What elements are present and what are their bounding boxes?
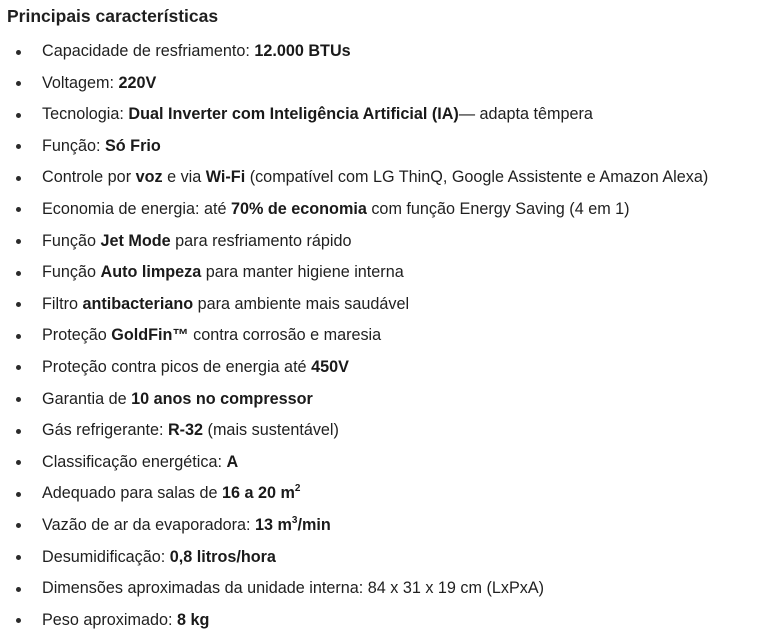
item-bold-text: Jet Mode: [100, 231, 171, 250]
list-item: [0, 289, 782, 321]
item-bold-text: 10 anos no compressor: [131, 389, 313, 408]
item-text-after: para manter higiene interna: [201, 263, 404, 282]
item-bold-text: voz: [135, 168, 163, 187]
list-item: [0, 573, 782, 605]
list-item: [0, 162, 782, 194]
list-item: [0, 68, 782, 100]
item-bold-text: 220V: [118, 73, 157, 92]
item-bold-text: 0,8 litros/hora: [169, 547, 276, 566]
bullet-icon: [16, 334, 21, 339]
bullet-icon: [16, 302, 21, 307]
bullet-icon: [16, 460, 21, 465]
item-text: Garantia de: [42, 389, 132, 408]
bullet-icon: [16, 271, 21, 276]
list-item: [0, 447, 782, 479]
item-text-after: com função Energy Saving (4 em 1): [366, 199, 630, 218]
list-item: [0, 384, 782, 416]
item-bold-text: A: [226, 452, 239, 471]
bullet-icon: [16, 81, 21, 86]
item-bold-text-2: Wi-Fi: [205, 168, 246, 187]
item-text: Proteção contra picos de energia até: [42, 357, 312, 376]
bullet-icon: [16, 523, 21, 528]
item-bold-text: R-32: [167, 421, 204, 440]
list-item: [0, 226, 782, 258]
list-item: [0, 99, 782, 131]
bullet-icon: [16, 492, 21, 497]
item-bold-text: 12.000 BTUs: [254, 42, 351, 60]
list-item: [0, 320, 782, 352]
bullet-icon: [16, 176, 21, 181]
list-item: [0, 131, 782, 163]
item-text: Classificação energética:: [42, 452, 227, 471]
item-bold-text: Dual Inverter com Inteligência Artificial (IA): [128, 105, 459, 124]
list-item: [0, 605, 782, 637]
item-bold-text: [222, 484, 300, 502]
bullet-icon: [16, 50, 21, 55]
bullet-icon: [16, 618, 21, 623]
item-text-after: (compatível com LG ThinQ, Google Assistente e Amazon Alexa): [245, 168, 709, 187]
item-text: Filtro: [42, 294, 83, 313]
item-text: Vazão de ar da evaporadora:: [42, 515, 255, 534]
item-text: Função: [42, 263, 101, 282]
item-text: Proteção: [42, 326, 112, 345]
item-text: Controle por: [42, 168, 136, 187]
item-text-after: para ambiente mais saudável: [193, 294, 410, 313]
list-item: [0, 478, 782, 510]
item-bold-unit: /min: [297, 515, 331, 534]
item-text: Gás refrigerante:: [42, 421, 168, 440]
bullet-icon: [16, 555, 21, 560]
item-text: Dimensões aproximadas da unidade interna: 84 x 31 x 19 cm (LxPxA): [42, 579, 545, 598]
list-item: [0, 352, 782, 384]
item-text: Tecnologia:: [42, 105, 129, 124]
item-text: Função: [42, 231, 101, 250]
item-text: Função:: [42, 136, 105, 155]
item-text-after: — adapta têmpera: [458, 105, 593, 124]
item-bold-value: 16 a 20 m: [222, 484, 295, 503]
item-text: Adequado para salas de: [42, 484, 222, 503]
list-item: [0, 510, 782, 542]
bullet-icon: [16, 239, 21, 244]
item-text: Capacidade de resfriamento:: [42, 42, 255, 60]
bullet-icon: [16, 144, 21, 149]
superscript: 2: [294, 482, 301, 494]
item-text: Peso aproximado:: [42, 610, 177, 629]
list-item: [0, 194, 782, 226]
bullet-icon: [16, 113, 21, 118]
bullet-icon: [16, 587, 21, 592]
feature-list: [0, 36, 782, 636]
list-item: [0, 36, 782, 68]
item-bold-text: 8 kg: [176, 610, 210, 629]
bullet-icon: [16, 365, 21, 370]
bullet-icon: [16, 397, 21, 402]
item-text-mid: e via: [162, 168, 206, 187]
item-bold-text: GoldFin™: [111, 326, 189, 345]
item-text: Desumidificação:: [42, 547, 170, 566]
item-bold-text: [255, 516, 331, 534]
list-item: [0, 257, 782, 289]
bullet-icon: [16, 207, 21, 212]
item-text: Economia de energia: até: [42, 199, 231, 218]
bullet-icon: [16, 429, 21, 434]
item-text-after: contra corrosão e maresia: [188, 326, 382, 345]
item-text-after: para resfriamento rápido: [170, 231, 352, 250]
list-item: [0, 542, 782, 574]
item-bold-value: 13 m: [254, 515, 292, 534]
item-text: Voltagem:: [42, 73, 119, 92]
section-heading: Principais características: [7, 6, 219, 26]
list-item: [0, 415, 782, 447]
item-bold-text: antibacteriano: [82, 294, 194, 313]
item-bold-text: Só Frio: [105, 136, 161, 155]
item-bold-text: 450V: [311, 357, 349, 376]
superscript: 3: [291, 514, 298, 526]
item-bold-text: Auto limpeza: [100, 263, 202, 282]
item-bold-text: 70% de economia: [230, 199, 367, 218]
item-text-after: (mais sustentável): [203, 421, 339, 440]
